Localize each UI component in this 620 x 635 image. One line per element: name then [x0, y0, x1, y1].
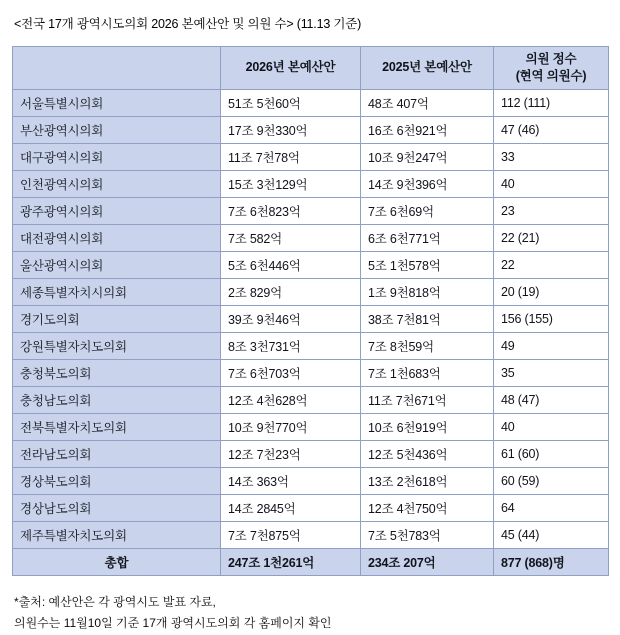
cell-budget-2025: 11조 7천671억	[361, 386, 494, 413]
cell-budget-2026: 2조 829억	[221, 278, 361, 305]
table-row	[13, 332, 609, 359]
header-budget-2025: 2025년 본예산안	[361, 47, 494, 90]
table-row	[13, 251, 609, 278]
cell-members: 60 (59)	[494, 467, 609, 494]
cell-budget-2025: 1조 9천818억	[361, 278, 494, 305]
cell-region: 광주광역시의회	[13, 197, 221, 224]
cell-region: 경상남도의회	[13, 494, 221, 521]
cell-budget-2025: 234조 207억	[361, 548, 494, 575]
cell-region: 전북특별자치도의회	[13, 413, 221, 440]
cell-members: 47 (46)	[494, 116, 609, 143]
cell-members: 61 (60)	[494, 440, 609, 467]
cell-budget-2026: 247조 1천261억	[221, 548, 361, 575]
table-row	[13, 440, 609, 467]
cell-members: 35	[494, 359, 609, 386]
cell-budget-2026: 10조 9천770억	[221, 413, 361, 440]
cell-members: 48 (47)	[494, 386, 609, 413]
header-members-line2: (현역 의원수)	[515, 68, 587, 83]
table-total-row	[13, 548, 609, 575]
footnotes	[14, 592, 608, 634]
cell-budget-2026: 51조 5천60억	[221, 89, 361, 116]
table-row	[13, 89, 609, 116]
table-header-row	[13, 47, 609, 90]
cell-members: 23	[494, 197, 609, 224]
cell-budget-2026: 7조 7천875억	[221, 521, 361, 548]
table-row	[13, 197, 609, 224]
cell-budget-2026: 14조 2845억	[221, 494, 361, 521]
table-row	[13, 413, 609, 440]
cell-region: 대구광역시의회	[13, 143, 221, 170]
table-row	[13, 278, 609, 305]
cell-region: 부산광역시의회	[13, 116, 221, 143]
cell-budget-2025: 5조 1천578억	[361, 251, 494, 278]
cell-region: 서울특별시의회	[13, 89, 221, 116]
table-row	[13, 521, 609, 548]
cell-budget-2026: 8조 3천731억	[221, 332, 361, 359]
cell-budget-2025: 12조 4천750억	[361, 494, 494, 521]
cell-budget-2026: 12조 4천628억	[221, 386, 361, 413]
cell-budget-2026: 12조 7천23억	[221, 440, 361, 467]
table-row	[13, 143, 609, 170]
cell-budget-2026: 7조 582억	[221, 224, 361, 251]
cell-budget-2025: 7조 6천69억	[361, 197, 494, 224]
cell-members: 40	[494, 170, 609, 197]
cell-budget-2026: 15조 3천129억	[221, 170, 361, 197]
table-row	[13, 359, 609, 386]
cell-budget-2026: 14조 363억	[221, 467, 361, 494]
cell-budget-2025: 10조 9천247억	[361, 143, 494, 170]
cell-region: 경상북도의회	[13, 467, 221, 494]
cell-region: 제주특별자치도의회	[13, 521, 221, 548]
cell-budget-2025: 16조 6천921억	[361, 116, 494, 143]
cell-members: 49	[494, 332, 609, 359]
cell-region: 울산광역시의회	[13, 251, 221, 278]
header-budget-2026: 2026년 본예산안	[221, 47, 361, 90]
cell-members: 22 (21)	[494, 224, 609, 251]
cell-members: 45 (44)	[494, 521, 609, 548]
cell-budget-2025: 13조 2천618억	[361, 467, 494, 494]
table-row	[13, 170, 609, 197]
cell-budget-2026: 17조 9천330억	[221, 116, 361, 143]
cell-budget-2025: 7조 8천59억	[361, 332, 494, 359]
cell-region: 대전광역시의회	[13, 224, 221, 251]
table-row	[13, 467, 609, 494]
cell-members: 20 (19)	[494, 278, 609, 305]
cell-budget-2025: 12조 5천436억	[361, 440, 494, 467]
cell-members: 40	[494, 413, 609, 440]
table-body	[13, 89, 609, 575]
cell-members: 877 (868)명	[494, 548, 609, 575]
table-row	[13, 305, 609, 332]
cell-region: 강원특별자치도의회	[13, 332, 221, 359]
table-row	[13, 494, 609, 521]
cell-budget-2026: 39조 9천46억	[221, 305, 361, 332]
cell-budget-2026: 7조 6천823억	[221, 197, 361, 224]
header-members	[494, 47, 609, 90]
cell-region: 충청북도의회	[13, 359, 221, 386]
page-title: <전국 17개 광역시도의회 2026 본예산안 및 의원 수> (11.13 기준)	[14, 17, 362, 31]
cell-members: 64	[494, 494, 609, 521]
cell-budget-2026: 7조 6천703억	[221, 359, 361, 386]
cell-region: 전라남도의회	[13, 440, 221, 467]
cell-region: 경기도의회	[13, 305, 221, 332]
cell-members: 22	[494, 251, 609, 278]
cell-members: 156 (155)	[494, 305, 609, 332]
table-row	[13, 224, 609, 251]
cell-budget-2025: 10조 6천919억	[361, 413, 494, 440]
table-row	[13, 116, 609, 143]
header-members-line1: 의원 정수	[525, 52, 577, 66]
cell-members: 112 (111)	[494, 89, 609, 116]
cell-region: 총합	[13, 548, 221, 575]
table-header	[13, 47, 609, 90]
cell-budget-2025: 38조 7천81억	[361, 305, 494, 332]
cell-budget-2025: 48조 407억	[361, 89, 494, 116]
budget-table	[12, 46, 609, 576]
cell-budget-2025: 7조 5천783억	[361, 521, 494, 548]
cell-region: 충청남도의회	[13, 386, 221, 413]
cell-budget-2026: 5조 6천446억	[221, 251, 361, 278]
footnote-source: *출처: 예산안은 각 광역시도 발표 자료,	[14, 594, 216, 609]
header-region	[13, 47, 221, 90]
cell-region: 세종특별자치시의회	[13, 278, 221, 305]
table-row	[13, 386, 609, 413]
cell-budget-2025: 6조 6천771억	[361, 224, 494, 251]
cell-budget-2025: 14조 9천396억	[361, 170, 494, 197]
cell-budget-2025: 7조 1천683억	[361, 359, 494, 386]
footnote-members: 의원수는 11월10일 기준 17개 광역시도의회 각 홈페이지 확인	[14, 615, 332, 630]
cell-region: 인천광역시의회	[13, 170, 221, 197]
cell-members: 33	[494, 143, 609, 170]
cell-budget-2026: 11조 7천78억	[221, 143, 361, 170]
